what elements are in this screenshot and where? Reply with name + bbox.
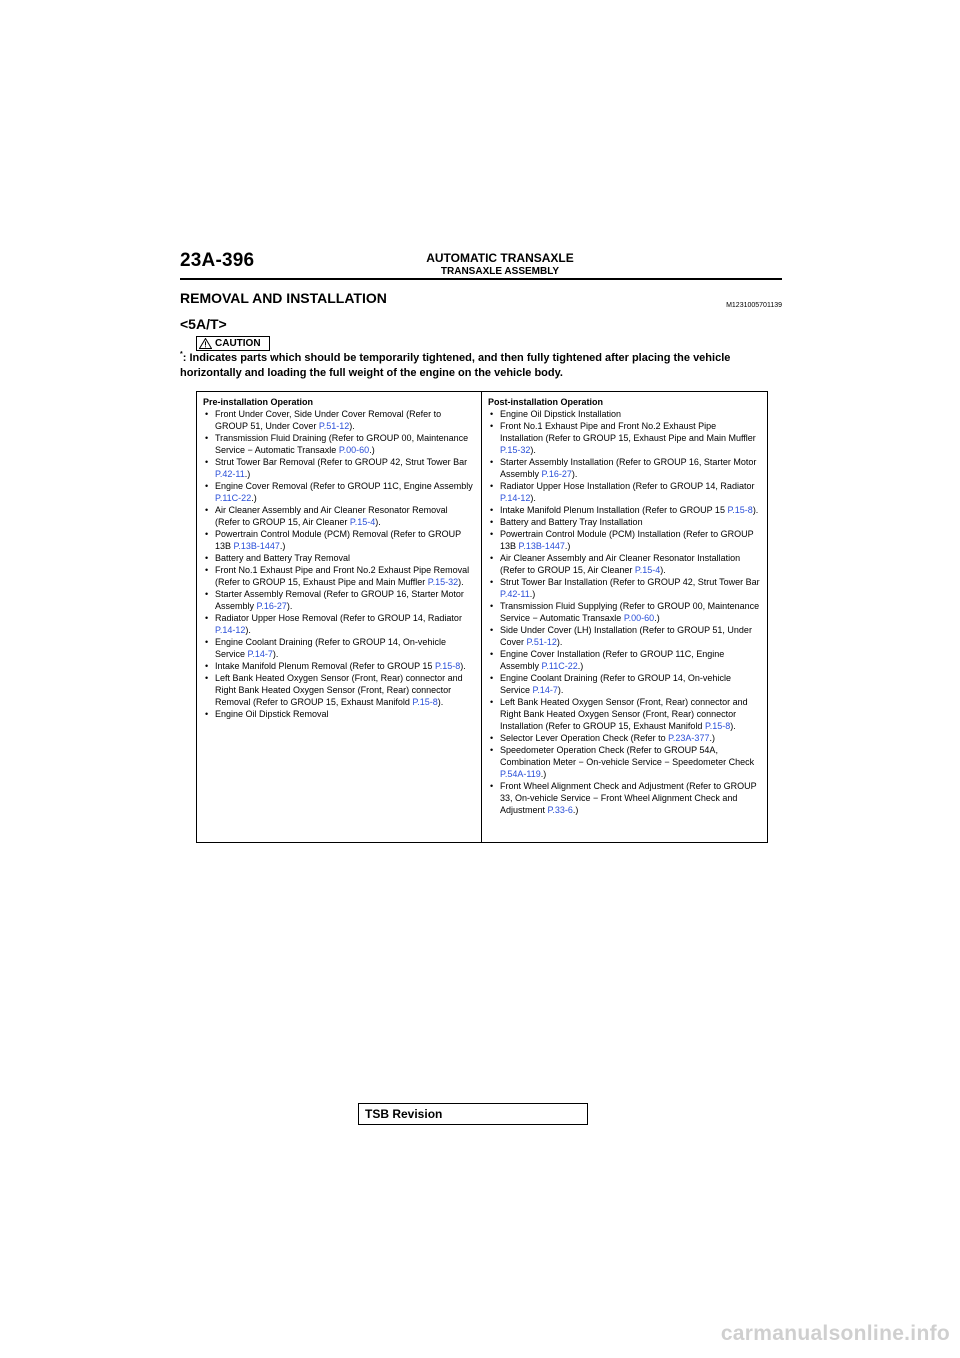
pre-installation-list (203, 408, 475, 720)
item-text: Intake Manifold Plenum Installation (Refer to GROUP 15 (500, 505, 728, 515)
list-item (203, 408, 475, 432)
item-suffix: ). (286, 601, 293, 611)
item-text: Front No.1 Exhaust Pipe and Front No.2 Exhaust Pipe Installation (Refer to GROUP 15, Exhaust Pipe and Main Muffler (500, 421, 756, 443)
page-reference-link[interactable]: P.15-8 (434, 661, 461, 671)
item-suffix: ). (571, 469, 578, 479)
page-reference-link[interactable]: P.16-27 (541, 469, 572, 479)
caution-asterisk: * (180, 351, 183, 358)
item-text: Air Cleaner Assembly and Air Cleaner Resonator Removal (Refer to GROUP 15, Air Cleaner (215, 505, 448, 527)
page-reference-link[interactable]: P.23A-377 (668, 733, 710, 743)
list-item (488, 732, 761, 744)
page-reference-link[interactable]: P.15-32 (500, 445, 531, 455)
list-item (203, 480, 475, 504)
item-suffix: ). (752, 505, 759, 515)
list-item (488, 408, 761, 420)
list-item (203, 528, 475, 552)
list-item (488, 456, 761, 480)
item-text: Strut Tower Bar Installation (Refer to GROUP 42, Strut Tower Bar (500, 577, 760, 587)
page-reference-link[interactable]: P.15-32 (427, 577, 459, 587)
item-text: Engine Cover Installation (Refer to GROUP 11C, Engine Assembly (500, 649, 725, 671)
page-reference-link[interactable]: P.15-8 (704, 721, 731, 731)
page-reference-link[interactable]: P.51-12 (526, 637, 557, 647)
document-code: M1231005701139 (726, 302, 782, 309)
item-suffix: .) (244, 469, 251, 479)
list-item (488, 528, 761, 552)
item-text: Strut Tower Bar Removal (Refer to GROUP 42, Strut Tower Bar (215, 457, 468, 467)
watermark: carmanualsonline.info (720, 1322, 950, 1345)
list-item (203, 672, 475, 708)
item-suffix: ). (375, 517, 381, 527)
pre-installation-column (197, 392, 482, 842)
header-title: AUTOMATIC TRANSAXLE (426, 251, 574, 265)
item-text: Engine Oil Dipstick Removal (215, 709, 329, 719)
page-reference-link[interactable]: P.13B-1447 (518, 541, 565, 551)
item-text: Starter Assembly Installation (Refer to GROUP 16, Starter Motor Assembly (500, 457, 757, 479)
operations-table (196, 391, 768, 843)
item-suffix: .) (369, 445, 375, 455)
list-item (488, 420, 761, 456)
item-text: Radiator Upper Hose Removal (Refer to GROUP 14, Radiator (215, 613, 462, 623)
item-suffix: ). (437, 697, 444, 707)
header-rule (180, 278, 782, 280)
page-reference-link[interactable]: P.15-8 (412, 697, 438, 707)
section-subtitle: <5A/T> (180, 316, 227, 332)
item-suffix: .) (251, 493, 257, 503)
item-suffix: .) (572, 805, 579, 815)
item-suffix: ). (349, 421, 355, 431)
page-reference-link[interactable]: P.14-12 (500, 493, 531, 503)
post-installation-column (482, 392, 767, 842)
list-item (488, 780, 761, 816)
item-text: Powertrain Control Module (PCM) Removal (Refer to GROUP 13B (215, 529, 461, 551)
list-item (488, 696, 761, 732)
page-number: 23A-396 (180, 250, 255, 271)
item-suffix: .) (654, 613, 660, 623)
item-text: Left Bank Heated Oxygen Sensor (Front, Rear) connector and Right Bank Heated Oxygen Sensor (Front, Rear) connector Removal (Refer to GROUP 15, Exhaust Manifold (215, 673, 463, 707)
page-reference-link[interactable]: P.11C-22 (215, 493, 252, 503)
page-reference-link[interactable]: P.00-60 (338, 445, 370, 455)
page-reference-link[interactable]: P.42-11 (500, 589, 530, 599)
item-text: Engine Cover Removal (Refer to GROUP 11C, Engine Assembly (215, 481, 473, 491)
page-reference-link[interactable]: P.13B-1447 (233, 541, 280, 551)
page-reference-link[interactable]: P.16-27 (256, 601, 287, 611)
page-reference-link[interactable]: P.14-7 (247, 649, 273, 659)
page-reference-link[interactable]: P.42-11 (215, 469, 245, 479)
item-text: Front No.1 Exhaust Pipe and Front No.2 Exhaust Pipe Removal (Refer to GROUP 15, Exhaust Pipe and Main Muffler (215, 565, 470, 587)
list-item (488, 672, 761, 696)
list-item (203, 612, 475, 636)
item-suffix: .) (540, 769, 547, 779)
item-suffix: ). (460, 661, 466, 671)
list-item (203, 588, 475, 612)
item-text: Transmission Fluid Supplying (Refer to GROUP 00, Maintenance Service − Automatic Transaxle (500, 601, 760, 623)
item-suffix: ). (245, 625, 251, 635)
caution-label: CAUTION (215, 338, 261, 349)
item-suffix: ). (730, 721, 736, 731)
header-subtitle: TRANSAXLE ASSEMBLY (440, 266, 560, 277)
item-text: Left Bank Heated Oxygen Sensor (Front, Rear) connector and Right Bank Heated Oxygen Sensor (Front, Rear) connector Installation (Refer to GROUP 15, Exhaust Manifold (500, 697, 748, 731)
item-text: Powertrain Control Module (PCM) Installation (Refer to GROUP 13B (500, 529, 754, 551)
item-suffix: ). (458, 577, 464, 587)
item-suffix: .) (279, 541, 286, 551)
item-text: Front Wheel Alignment Check and Adjustment (Refer to GROUP 33, On-vehicle Service − Front Wheel Alignment Check and Adjustment (500, 781, 757, 815)
page-reference-link[interactable]: P.15-8 (727, 505, 753, 515)
list-item (203, 660, 475, 672)
page-reference-link[interactable]: P.15-4 (349, 517, 376, 527)
page-reference-link[interactable]: P.15-4 (634, 565, 661, 575)
page-reference-link[interactable]: P.33-6 (547, 805, 573, 815)
item-suffix: ). (530, 493, 536, 503)
caution-box (196, 336, 270, 351)
item-suffix: .) (709, 733, 715, 743)
list-item (488, 744, 761, 780)
item-text: Selector Lever Operation Check (Refer to (500, 733, 669, 743)
item-suffix: ). (556, 637, 563, 647)
list-item (203, 456, 475, 480)
page-reference-link[interactable]: P.00-60 (623, 613, 655, 623)
item-text: Side Under Cover (LH) Installation (Refer to GROUP 51, Under Cover (500, 625, 752, 647)
item-text: Transmission Fluid Draining (Refer to GROUP 00, Maintenance Service − Automatic Transaxle (215, 433, 469, 455)
item-text: Engine Coolant Draining (Refer to GROUP 14, On-vehicle Service (500, 673, 731, 695)
page-reference-link[interactable]: P.14-12 (215, 625, 246, 635)
item-text: Air Cleaner Assembly and Air Cleaner Resonator Installation (Refer to GROUP 15, Air Cleaner (500, 553, 741, 575)
post-installation-list (488, 408, 761, 816)
item-text: Speedometer Operation Check (Refer to GROUP 54A, Combination Meter − On-vehicle Service − Speedometer Check (500, 745, 755, 767)
item-suffix: ). (530, 445, 536, 455)
item-text: Engine Coolant Draining (Refer to GROUP 14, On-vehicle Service (215, 637, 446, 659)
item-text: Intake Manifold Plenum Removal (Refer to GROUP 15 (215, 661, 435, 671)
list-item (488, 600, 761, 624)
page-reference-link[interactable]: P.14-7 (532, 685, 558, 695)
list-item (203, 564, 475, 588)
list-item (203, 552, 475, 564)
page-reference-link[interactable]: P.51-12 (318, 421, 350, 431)
list-item (488, 576, 761, 600)
list-item (203, 504, 475, 528)
item-suffix: .) (529, 589, 536, 599)
item-suffix: ). (660, 565, 666, 575)
pre-installation-header: Pre-installation Operation (203, 397, 314, 407)
caution-text (180, 351, 780, 381)
section-title: REMOVAL AND INSTALLATION (180, 290, 387, 306)
item-text: Battery and Battery Tray Installation (500, 517, 643, 527)
item-suffix: .) (564, 541, 571, 551)
list-item (488, 648, 761, 672)
list-item (203, 432, 475, 456)
list-item (488, 552, 761, 576)
item-text: Front Under Cover, Side Under Cover Removal (Refer to GROUP 51, Under Cover (215, 409, 442, 431)
item-text: Radiator Upper Hose Installation (Refer to GROUP 14, Radiator (500, 481, 755, 491)
tsb-revision-label: TSB Revision (365, 1107, 443, 1121)
page-reference-link[interactable]: P.54A-119 (500, 769, 541, 779)
list-item (203, 708, 475, 720)
item-suffix: .) (577, 661, 584, 671)
list-item (203, 636, 475, 660)
tsb-revision-box (358, 1103, 588, 1125)
item-suffix: ). (557, 685, 564, 695)
item-text: Engine Oil Dipstick Installation (500, 409, 622, 419)
list-item (488, 504, 761, 516)
list-item (488, 480, 761, 504)
item-text: Battery and Battery Tray Removal (215, 553, 351, 563)
list-item (488, 624, 761, 648)
item-text: Starter Assembly Removal (Refer to GROUP 16, Starter Motor Assembly (215, 589, 464, 611)
post-installation-header: Post-installation Operation (488, 397, 604, 407)
list-item (488, 516, 761, 528)
item-suffix: ). (272, 649, 279, 659)
page-reference-link[interactable]: P.11C-22 (541, 661, 578, 671)
caution-body: : Indicates parts which should be temporarily tightened, and then fully tightened after placing the vehicle horizontally and loading the full weight of the engine on the vehicle body. (180, 352, 731, 379)
